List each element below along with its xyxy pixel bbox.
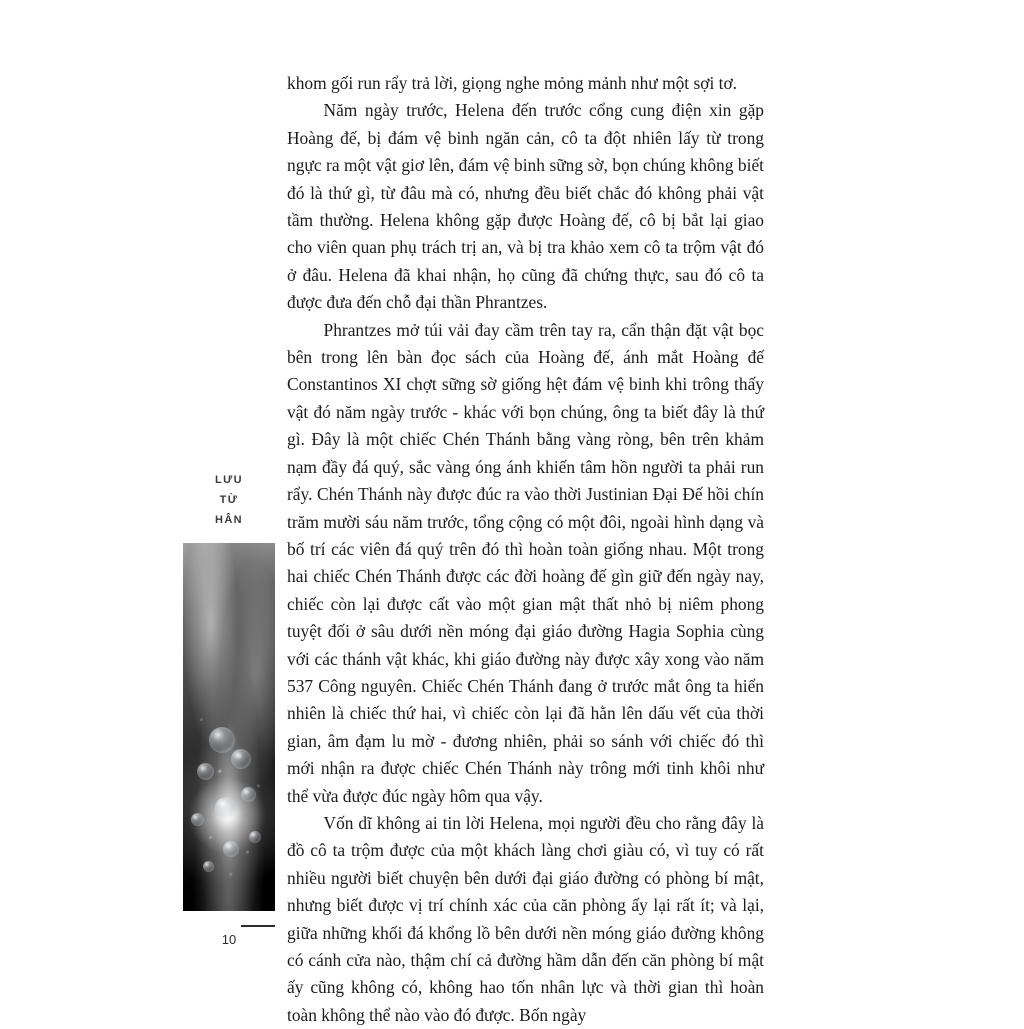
bubble	[191, 813, 204, 826]
paragraph: Vốn dĩ không ai tin lời Helena, mọi người đều cho rằng đây là đồ cô ta trộm được của một khách làng chơi giàu có, vì tuy có rất nhiều người biết chuyện bên dưới đại giáo đường có phòng bí mật, nhưng biết được vị trí chính xác của căn phòng ấy lại rất ít; và lại, giữa những khối đá khổng lồ bên dưới nền móng giáo đường không có cánh cửa nào, thậm chí cả đường hầm dẫn đến căn phòng bí mật ấy cũng không có, không hao tốn nhân lực và thời gian thì hoàn toàn không thể nào vào đó được. Bốn ngày	[287, 812, 764, 1025]
bubble	[209, 727, 235, 753]
bubble	[241, 787, 256, 802]
bubble	[231, 749, 251, 769]
bubble	[215, 797, 237, 819]
body-text-column	[287, 70, 764, 1029]
paragraph: Năm ngày trước, Helena đến trước cổng cung điện xin gặp Hoàng đế, bị đám vệ binh ngăn cản, cô ta đột nhiên lấy từ trong ngực ra một vật giơ lên, đám vệ binh sững sờ, bọn chúng không biết đó là thứ gì, từ đâu mà có, nhưng đều biết chắc đó không phải vật tầm thường. Helena không gặp được Hoàng đế, cô bị bắt lại giao cho viên quan phụ trách trị an, và bị tra khảo xem cô ta trộm vật đó ở đâu. Helena đã khai nhận, họ cũng đã chứng thực, sau đó cô ta được đưa đến chỗ đại thần Phrantzes.	[287, 100, 764, 313]
bubble	[223, 841, 239, 857]
cover-thumbnail-illustration	[183, 543, 275, 911]
bubble	[249, 831, 261, 843]
series-author-label-text	[183, 470, 275, 530]
series-author-line-2: TỪ	[219, 494, 239, 506]
bubble-cluster	[183, 701, 275, 911]
paragraph: Phrantzes mở túi vải đay cầm trên tay ra, cẩn thận đặt vật bọc bên trong lên bàn đọc sách của Hoàng đế, ánh mắt Hoàng đế Constantinos XI chợt sững sờ giống hệt đám vệ binh khi trông thấy vật đó năm ngày trước - khác với bọn chúng, ông ta biết đây là thứ gì. Đây là một chiếc Chén Thánh bằng vàng ròng, bên trên khảm nạm đầy đá quý, sắc vàng óng ánh khiến tâm hồn người ta phải run rẩy. Chén Thánh này được đúc ra vào thời Justinian Đại Đế hồi chín trăm mười sáu năm trước, tổng cộng có một đôi, ngoài hình dạng và bố trí các viên đá quý trên đó thì hoàn toàn giống nhau. Một trong hai chiếc Chén Thánh được các đời hoàng đế gìn giữ đến ngày nay, chiếc còn lại được cất vào một gian mật thất nhỏ bị niêm phong tuyệt đối ở sâu dưới nền móng đại giáo đường Hagia Sophia cùng với các thánh vật khác, khi giáo đường này được xây xong vào năm 537 Công nguyên. Chiếc Chén Thánh đang ở trước mắt ông ta hiển nhiên là chiếc thứ hai, vì chiếc còn lại đã hằn lên dấu vết của thời gian, âm đạm lu mờ - đương nhiên, phải so sánh với chiếc đó thì mới nhận ra được chiếc Chén Thánh này trông mới tinh khôi như thể vừa được đúc ngày hôm qua vậy.	[287, 319, 764, 806]
bubble	[203, 861, 214, 872]
paragraph: khom gối run rẩy trả lời, giọng nghe mỏng mảnh như một sợi tơ.	[287, 73, 737, 93]
series-author-line-1: LƯU	[215, 474, 243, 486]
folio-rule	[241, 925, 275, 927]
series-author-line-3: HÂN	[214, 514, 244, 526]
bubble	[197, 763, 214, 780]
series-author-label	[183, 470, 275, 530]
page-number: 10	[221, 932, 237, 947]
